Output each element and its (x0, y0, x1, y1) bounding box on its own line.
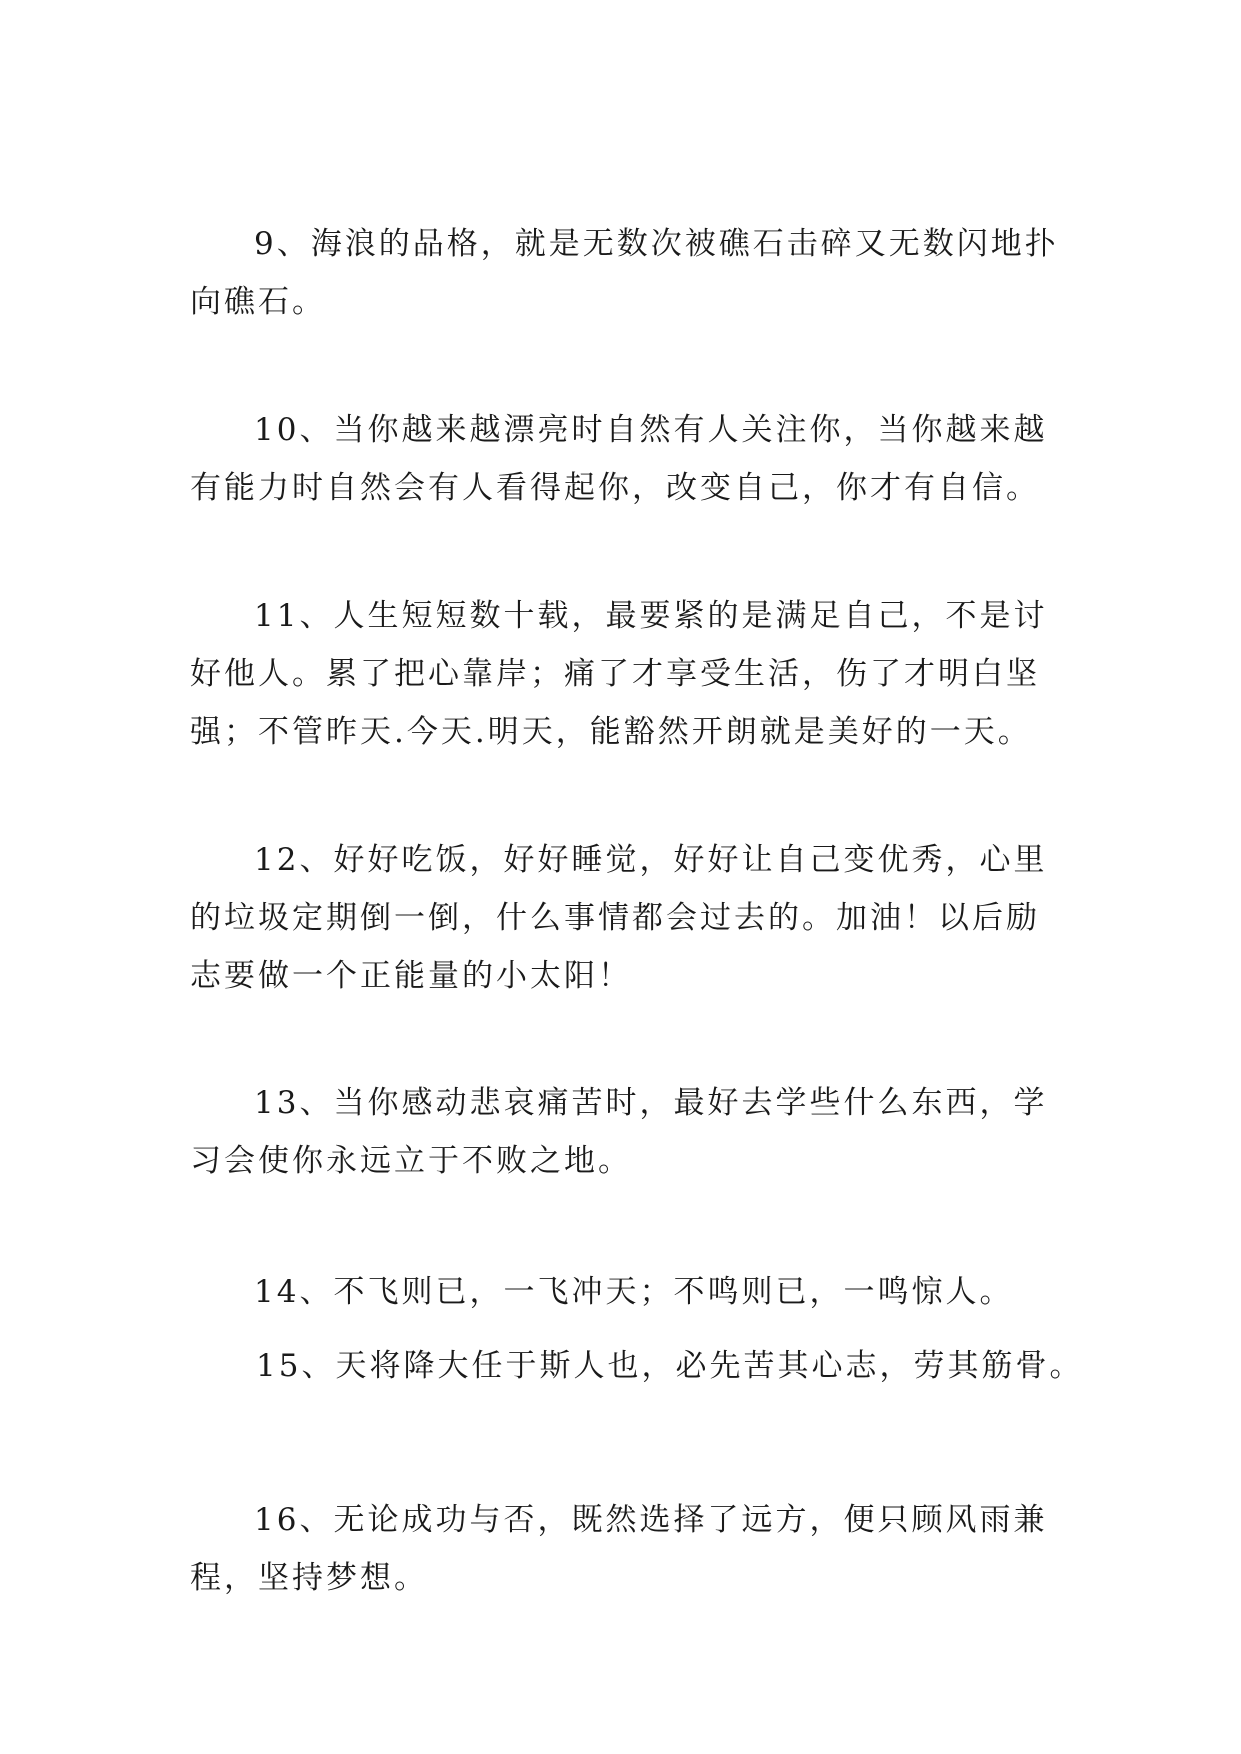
quote-paragraph-10: 10、当你越来越漂亮时自然有人关注你，当你越来越有能力时自然会有人看得起你，改变自己，你才有自信。 (190, 412, 1048, 506)
quote-paragraph-14: 14、不飞则已，一飞冲天；不鸣则已，一鸣惊人。 (254, 1274, 1014, 1310)
quote-paragraph-9: 9、海浪的品格，就是无数次被礁石击碎又无数闪地扑向礁石。 (190, 226, 1059, 320)
quote-paragraph-11: 11、人生短短数十载，最要紧的是满足自己，不是讨好他人。累了把心靠岸；痛了才享受生活，伤了才明白坚强；不管昨天.今天.明天，能豁然开朗就是美好的一天。 (190, 598, 1048, 750)
quote-paragraph-13: 13、当你感动悲哀痛苦时，最好去学些什么东西，学习会使你永远立于不败之地。 (190, 1085, 1048, 1179)
quote-paragraph-16: 16、无论成功与否，既然选择了远方，便只顾风雨兼程，坚持梦想。 (190, 1502, 1048, 1596)
quote-paragraph-15: 15、天将降大任于斯人也，必先苦其心志，劳其筋骨。 (256, 1348, 1084, 1384)
quote-paragraph-12: 12、好好吃饭，好好睡觉，好好让自己变优秀，心里的垃圾定期倒一倒，什么事情都会过去的。加油！以后励志要做一个正能量的小太阳！ (190, 842, 1048, 994)
